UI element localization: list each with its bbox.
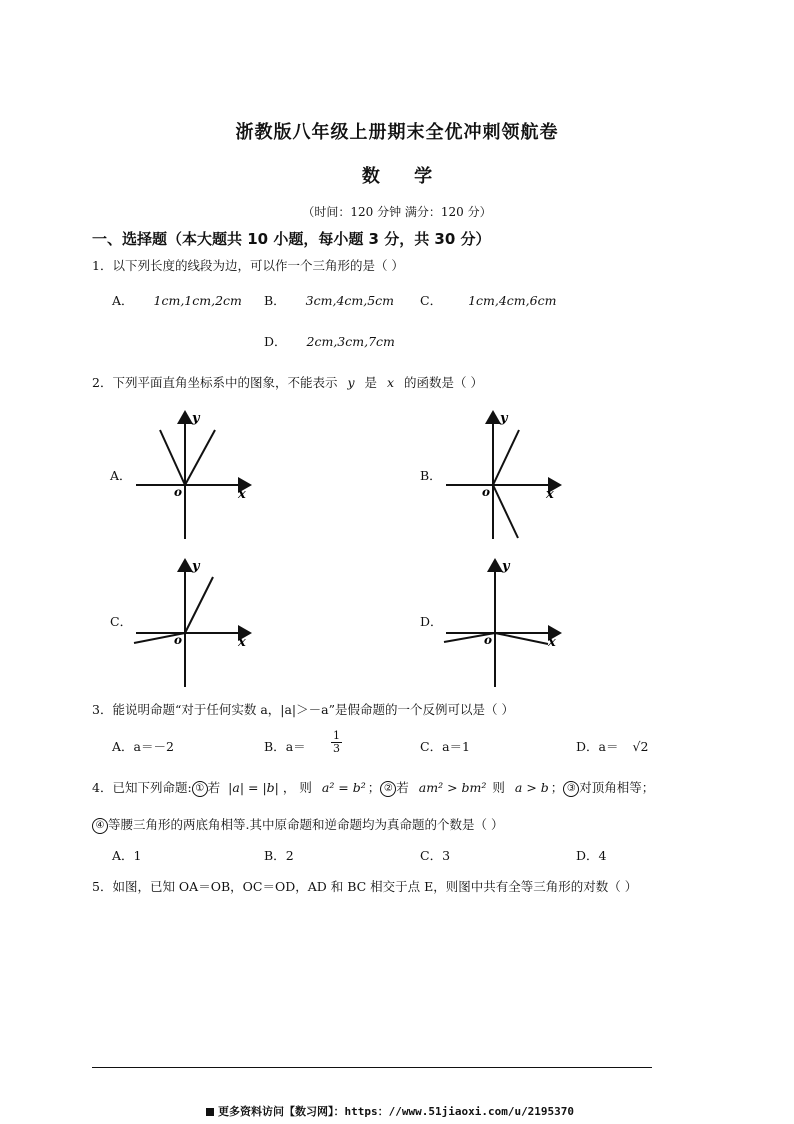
q3-option-c: [420, 737, 470, 755]
stem-text: ；: [367, 780, 381, 795]
graph-a: [130, 404, 260, 544]
graph-line: [185, 577, 213, 633]
option-label: B．: [264, 848, 286, 863]
q2-option-b-label: B．: [420, 468, 442, 483]
footer-text: 更多资料访问【数习网】：https：//www.51jiaoxi.com/u/2195370: [218, 1105, 575, 1118]
axis-label-x: x: [546, 487, 554, 502]
question-1-stem: 1．以下列长度的线段为边，可以作一个三角形的是（ ）: [92, 258, 404, 273]
stem-text: 则: [492, 780, 505, 795]
exam-meta: （时间：120 分钟 满分：120 分）: [302, 205, 492, 219]
math-expression: |a| = |b|: [228, 780, 279, 795]
sqrt-value: √2: [632, 739, 649, 754]
math-expression: am² > bm²: [418, 780, 487, 795]
fraction-numerator: 1: [333, 729, 340, 742]
question-4-stem: [92, 778, 654, 797]
q2-option-a-label: A．: [110, 468, 132, 483]
option-value: 3cm,4cm,5cm: [305, 293, 395, 308]
option-value: 3: [442, 848, 451, 863]
option-label: D．: [576, 739, 599, 754]
variable-y: y: [347, 375, 355, 390]
origin-label: o: [174, 633, 183, 647]
question-3-stem: 3．能说明命题“对于任何实数 a，|a|＞－a”是假命题的一个反例可以是（ ）: [92, 702, 514, 717]
option-label: D．: [576, 848, 599, 863]
axis-label-y: y: [502, 559, 510, 574]
question-4-line-2: [92, 815, 503, 834]
q1-option-d: [264, 332, 395, 350]
question-2-stem: [92, 373, 483, 391]
origin-label: o: [482, 485, 491, 499]
axis-label-x: x: [238, 635, 246, 650]
q1-option-b: [264, 291, 394, 309]
stem-text: 2．下列平面直角坐标系中的图象，不能表示: [92, 375, 338, 390]
option-value: 1cm,4cm,6cm: [468, 293, 557, 308]
q4-option-d: [576, 846, 606, 864]
option-label: A．: [112, 739, 134, 754]
option-value: a＝: [285, 739, 306, 754]
graph-line: [495, 633, 548, 644]
option-label: B．: [264, 739, 286, 754]
graph-b: [440, 404, 570, 544]
stem-text: 是: [364, 375, 378, 390]
graph-line: [493, 430, 519, 485]
option-value: 1cm,1cm,2cm: [153, 293, 242, 308]
axis-label-x: x: [548, 635, 556, 650]
option-label: C．: [420, 848, 443, 863]
circled-number: ③: [563, 781, 579, 797]
section-heading: 一、选择题（本大题共 10 小题，每小题 3 分，共 30 分）: [92, 230, 491, 248]
footer-link[interactable]: [206, 1103, 574, 1119]
option-label: A．: [112, 848, 134, 863]
variable-x: x: [387, 375, 395, 390]
stem-text: 4．已知下列命题:: [92, 780, 192, 795]
origin-label: o: [174, 485, 183, 499]
fraction-denominator: 3: [333, 742, 340, 755]
graph-c: [130, 552, 260, 692]
q3-option-d: [576, 737, 648, 755]
page-title: 浙教版八年级上册期末全优冲刺领航卷: [235, 122, 559, 143]
q2-option-d-label: D．: [420, 614, 443, 629]
circled-number: ④: [92, 818, 108, 834]
question-5-stem: 5．如图，已知 OA＝OB，OC＝OD，AD 和 BC 相交于点 E，则图中共有全等三角形的对数（ ）: [92, 879, 638, 894]
option-label: C．: [420, 293, 443, 308]
stem-text: 对顶角相等；: [579, 780, 655, 795]
option-label: A．: [112, 293, 134, 308]
q4-option-a: [112, 846, 141, 864]
q2-option-c-label: C．: [110, 614, 133, 629]
axis-label-y: y: [500, 411, 508, 426]
q1-option-c: [420, 291, 556, 309]
graph-line: [493, 485, 518, 538]
option-value: 2: [285, 848, 294, 863]
axis-label-y: y: [192, 559, 200, 574]
graph-line: [185, 430, 215, 485]
q4-option-c: [420, 846, 450, 864]
option-value: a＝1: [442, 739, 470, 754]
origin-label: o: [484, 633, 493, 647]
option-value: 4: [598, 848, 607, 863]
q1-option-a: [112, 291, 242, 309]
q3-option-b: [264, 737, 306, 755]
graph-line: [160, 430, 185, 485]
option-label: B．: [264, 293, 286, 308]
option-label: D．: [264, 334, 287, 349]
circled-number: ②: [380, 781, 396, 797]
option-value: a＝: [598, 739, 619, 754]
q4-option-b: [264, 846, 294, 864]
option-value: 1: [133, 848, 142, 863]
stem-text: 的函数是（ ）: [404, 375, 484, 390]
axis-label-y: y: [192, 411, 200, 426]
graph-d: [440, 552, 570, 692]
stem-text: ；: [550, 780, 564, 795]
q3-option-b-fraction: [331, 730, 342, 755]
math-expression: a > b: [514, 780, 549, 795]
stem-text: 等腰三角形的两底角相等.其中原命题和逆命题均为真命题的个数是（ ）: [108, 817, 504, 832]
circled-number: ①: [192, 781, 208, 797]
stem-text: 若: [207, 780, 221, 795]
option-value: a＝－2: [133, 739, 174, 754]
option-value: 2cm,3cm,7cm: [306, 334, 395, 349]
stem-text: 若: [396, 780, 409, 795]
subject-title: 数 学: [361, 166, 447, 187]
flag-icon: [206, 1108, 214, 1116]
footer-divider: [92, 1067, 652, 1068]
q3-option-a: [112, 737, 174, 755]
math-expression: a² = b²: [321, 780, 366, 795]
axis-label-x: x: [238, 487, 246, 502]
stem-text: ， 则: [282, 780, 312, 795]
option-label: C．: [420, 739, 443, 754]
